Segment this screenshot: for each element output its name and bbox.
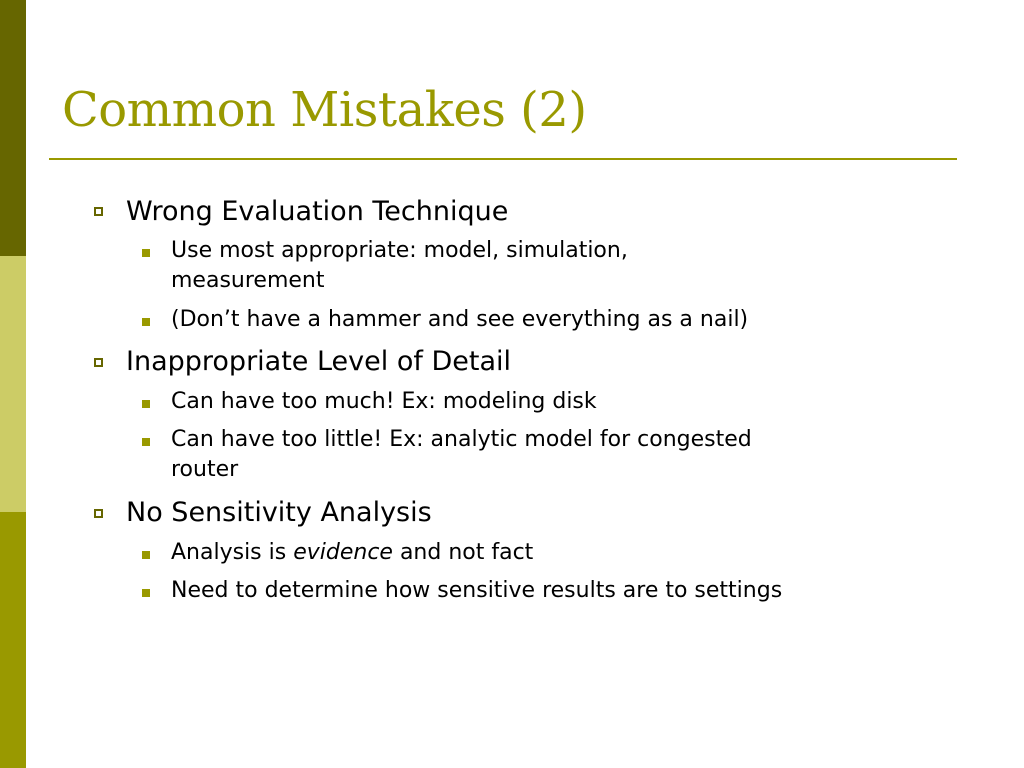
sub-bullet-item bbox=[171, 538, 533, 568]
square-bullet-icon bbox=[94, 509, 103, 518]
filled-square-bullet-icon bbox=[142, 589, 150, 597]
slide-title: Common Mistakes (2) bbox=[62, 82, 587, 138]
sub-bullet-item: Use most appropriate: model, simulation, bbox=[171, 238, 628, 263]
sub-bullet-item: Can have too much! Ex: modeling disk bbox=[171, 389, 597, 414]
sidebar-stripe bbox=[0, 0, 26, 768]
sub-bullet-item-continuation: router bbox=[171, 457, 239, 482]
filled-square-bullet-icon bbox=[142, 551, 150, 559]
square-bullet-icon bbox=[94, 358, 103, 367]
sub-bullet-item-continuation: measurement bbox=[171, 268, 325, 293]
sidebar-stripe-bottom bbox=[0, 512, 26, 768]
sidebar-stripe-middle bbox=[0, 256, 26, 512]
filled-square-bullet-icon bbox=[142, 438, 150, 446]
title-underline bbox=[49, 158, 957, 160]
bullet-item: No Sensitivity Analysis bbox=[126, 497, 432, 528]
square-bullet-icon bbox=[94, 207, 103, 216]
filled-square-bullet-icon bbox=[142, 318, 150, 326]
sub-bullet-text-start: Analysis is bbox=[171, 540, 294, 565]
emphasized-word: evidence bbox=[293, 540, 393, 565]
filled-square-bullet-icon bbox=[142, 400, 150, 408]
bullet-item: Wrong Evaluation Technique bbox=[126, 196, 509, 227]
sub-bullet-item: Need to determine how sensitive results are to settings bbox=[171, 578, 783, 603]
filled-square-bullet-icon bbox=[142, 249, 150, 257]
sub-bullet-text-end: and not fact bbox=[392, 540, 534, 565]
bullet-item: Inappropriate Level of Detail bbox=[126, 346, 511, 377]
sub-bullet-item: Can have too little! Ex: analytic model for congested bbox=[171, 427, 752, 452]
sub-bullet-item: (Don’t have a hammer and see everything as a nail) bbox=[171, 307, 749, 332]
sidebar-stripe-top bbox=[0, 0, 26, 256]
